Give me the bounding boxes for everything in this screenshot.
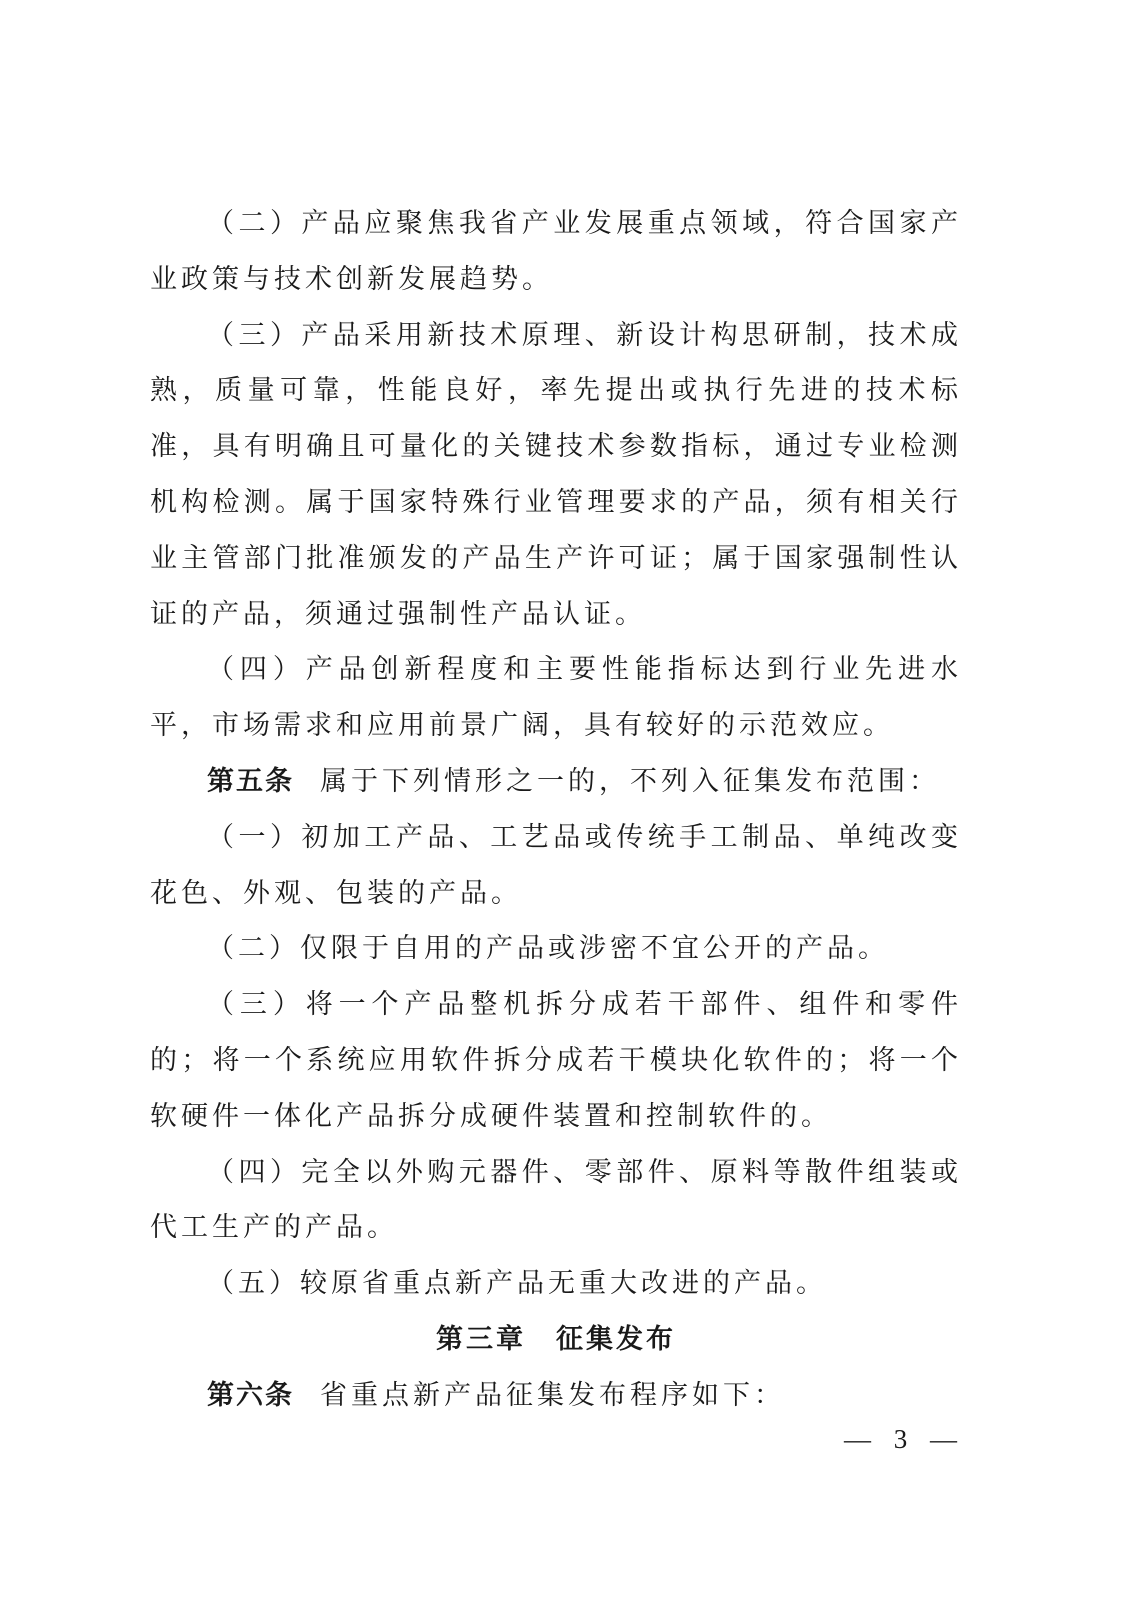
paragraph: （三）产品采用新技术原理、新设计构思研制，技术成熟，质量可靠，性能良好，率先提出或执行先进的技术标准，具有明确且可量化的关键技术参数指标，通过专业检测机构检测。属于国家特殊行业管理要求的产品，须有相关行业主管部门批准颁发的产品生产许可证；属于国家强制性认证的产品，须通过强制性产品认证。 bbox=[150, 319, 962, 630]
paragraph: （四）完全以外购元器件、零部件、原料等散件组装或代工生产的产品。 bbox=[150, 1156, 962, 1244]
article-text: 属于下列情形之一的，不列入征集发布范围： bbox=[320, 765, 940, 797]
paragraph: （五）较原省重点新产品无重大改进的产品。 bbox=[207, 1268, 827, 1300]
paragraph: （四）产品创新程度和主要性能指标达到行业先进水平，市场需求和应用前景广阔，具有较好的示范效应。 bbox=[150, 654, 962, 742]
article-text: 省重点新产品征集发布程序如下： bbox=[320, 1379, 785, 1411]
chapter-title: 征集发布 bbox=[556, 1323, 676, 1355]
paragraph: （二）仅限于自用的产品或涉密不宜公开的产品。 bbox=[207, 933, 889, 965]
article-5 bbox=[150, 754, 962, 810]
chapter-heading bbox=[150, 1312, 962, 1368]
page-number: — 3 — bbox=[844, 1424, 965, 1454]
article-6 bbox=[150, 1368, 962, 1424]
paragraph: （一）初加工产品、工艺品或传统手工制品、单纯改变花色、外观、包装的产品。 bbox=[150, 821, 962, 909]
paragraph: （二）产品应聚焦我省产业发展重点领域，符合国家产业政策与技术创新发展趋势。 bbox=[150, 208, 962, 295]
paragraph: （三）将一个产品整机拆分成若干部件、组件和零件的；将一个系统应用软件拆分成若干模块化软件的；将一个软硬件一体化产品拆分成硬件装置和控制软件的。 bbox=[150, 989, 962, 1132]
article-label: 第五条 bbox=[207, 765, 294, 797]
document-body bbox=[150, 196, 962, 1424]
article-label: 第六条 bbox=[207, 1379, 294, 1411]
chapter-number: 第三章 bbox=[436, 1323, 526, 1355]
